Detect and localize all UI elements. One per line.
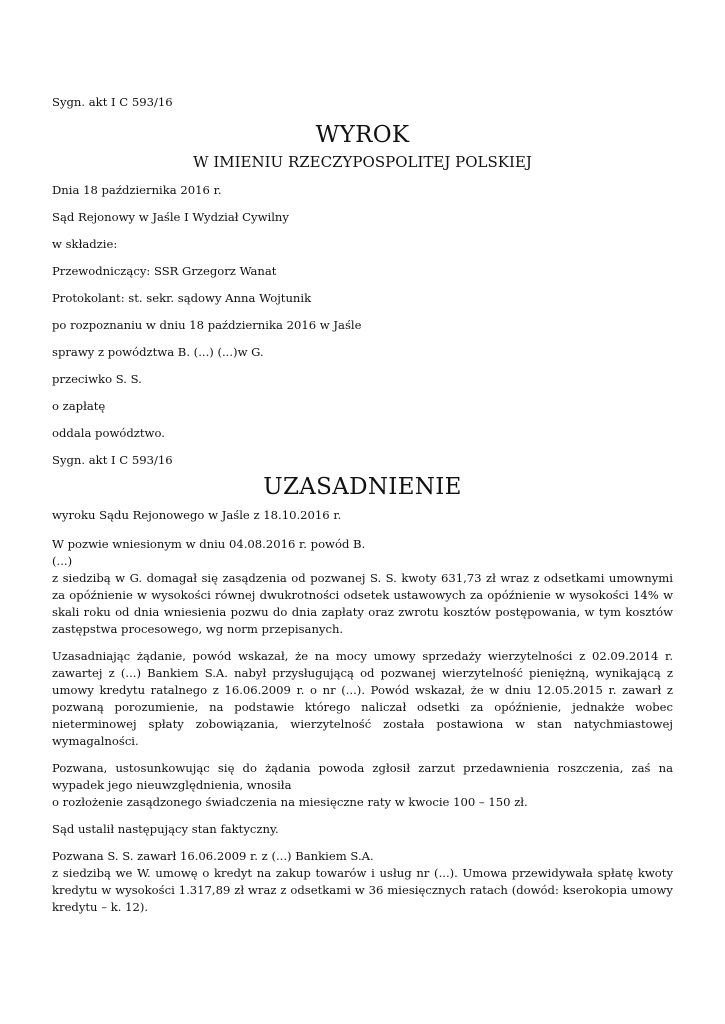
case-signature-justification: Sygn. akt I C 593/16 xyxy=(52,453,173,467)
defendant-info: przeciwko S. S. xyxy=(52,372,142,386)
paragraph-facts-heading xyxy=(52,821,673,838)
verdict-section xyxy=(52,182,673,442)
verdict-date: Dnia 18 października 2016 r. xyxy=(52,183,222,197)
paragraph-line: (...) xyxy=(52,554,73,568)
paragraph-line: W pozwie wniesionym w dniu 04.08.2016 r. powód B. xyxy=(52,537,366,551)
document-subtitle: W IMIENIU RZECZYPOSPOLITEJ POLSKIEJ xyxy=(193,153,532,171)
paragraph-line: Uzasadniając żądanie, powód wskazał, że na mocy umowy sprzedaży wierzytelności z 02.09.2014 r. zawartej z (...) Bankiem S.A. nabył przysługującą od pozwanej wierzytelność pieniężną, wynikającą z umowy kredytu ratalnego z 16.06.2009 r. o nr (...). Powód wskazał, że w dniu 12.05.2015 r. zawarł z pozwaną porozumienie, na podstawie którego naliczał odsetki za opóźnienie, jednakże wobec nieterminowej spłaty zobowiązania, wierzytelność została postawiona w stan natychmiastowej wymagalności. xyxy=(52,649,673,748)
paragraph-line: Pozwana, ustosunkowując się do żądania powoda zgłosił zarzut przedawnienia roszczenia, zaś na wypadek jego nieuwzględnienia, wnosiła xyxy=(52,761,673,792)
document-title: WYROK xyxy=(315,122,410,148)
paragraph-line: z siedzibą w G. domagał się zasądzenia od pozwanej S. S. kwoty 631,73 zł wraz z odsetkami umownymi za opóźnienie w wysokości równej dwukrotności odsetek ustawowych za opóźnienie w wysokości 14% w skali roku od dnia wniesienia pozwu do dnia zapłaty oraz zwrotu kosztów postępowania, w tym kosztów zastępstwa procesowego, wg norm przepisanych. xyxy=(52,571,673,636)
hearing-info: po rozpoznaniu w dniu 18 października 2016 w Jaśle xyxy=(52,318,362,332)
court-name: Sąd Rejonowy w Jaśle I Wydział Cywilny xyxy=(52,210,289,224)
paragraph-defendant-response xyxy=(52,760,673,811)
paragraph-lawsuit xyxy=(52,536,673,638)
composition-label: w składzie: xyxy=(52,237,118,251)
claim-subject: o zapłatę xyxy=(52,399,106,413)
justification-title: UZASADNIENIE xyxy=(263,474,462,500)
paragraph-line: o rozłożenie zasądzonego świadczenia na miesięczne raty w kwocie 100 – 150 zł. xyxy=(52,795,528,809)
plaintiff-info: sprawy z powództwa B. (...) (...)w G. xyxy=(52,345,264,359)
paragraph-line: Pozwana S. S. zawarł 16.06.2009 r. z (...) Bankiem S.A. xyxy=(52,849,374,863)
paragraph-plaintiff-argument xyxy=(52,648,673,750)
verdict-decision: oddala powództwo. xyxy=(52,426,165,440)
presiding-judge: Przewodniczący: SSR Grzegorz Wanat xyxy=(52,264,277,278)
case-signature-top: Sygn. akt I C 593/16 xyxy=(52,95,173,109)
paragraph-line: Sąd ustalił następujący stan faktyczny. xyxy=(52,822,279,836)
court-clerk: Protokolant: st. sekr. sądowy Anna Wojtunik xyxy=(52,291,312,305)
justification-body xyxy=(52,536,673,916)
paragraph-line: z siedzibą we W. umowę o kredyt na zakup towarów i usług nr (...). Umowa przewidywała spłatę kwoty kredytu w wysokości 1.317,89 zł wraz z odsetkami w 36 miesięcznych ratach (dowód: kserokopia umowy kredytu – k. 12). xyxy=(52,866,673,914)
justification-intro: wyroku Sądu Rejonowego w Jaśle z 18.10.2016 r. xyxy=(52,508,342,522)
paragraph-loan-agreement xyxy=(52,848,673,916)
